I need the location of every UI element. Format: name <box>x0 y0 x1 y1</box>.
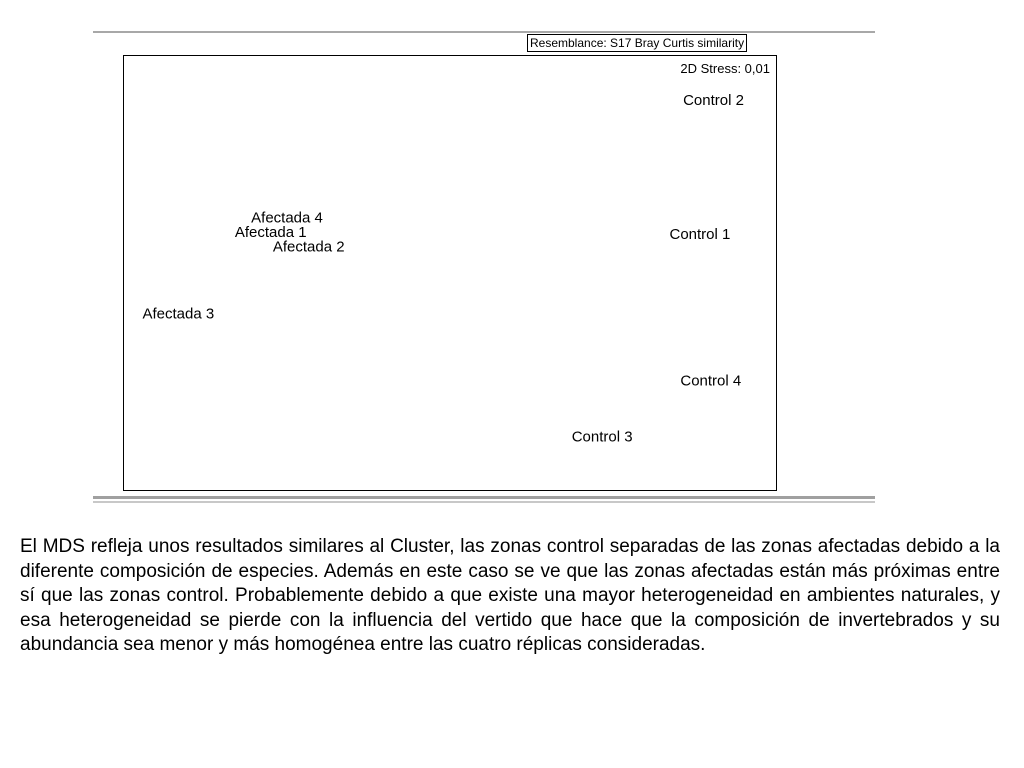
point-label-afectada-2: Afectada 2 <box>272 238 345 256</box>
point-label-control-4: Control 4 <box>680 372 742 390</box>
bottom-rule <box>93 496 875 499</box>
resemblance-label: Resemblance: S17 Bray Curtis similarity <box>527 34 747 52</box>
point-label-control-2: Control 2 <box>683 92 744 110</box>
top-rule <box>93 31 875 33</box>
point-label-afectada-4: Afectada 4 <box>251 209 323 227</box>
point-label-afectada-3: Afectada 3 <box>142 305 215 323</box>
mds-plot-frame <box>123 55 777 491</box>
point-label-control-3: Control 3 <box>571 428 633 446</box>
bottom-rule-secondary <box>93 501 875 503</box>
point-label-control-1: Control 1 <box>669 225 731 243</box>
caption-text: El MDS refleja unos resultados similares al Cluster, las zonas control separadas de las zonas afectadas debido a la diferente composición de especies. Además en este caso se ve que las zonas afectadas están más próximas entre sí que las zonas control. Probablemente debido a que existe una mayor heterogeneidad en ambientes naturales, y esa heterogeneidad se pierde con la influencia del vertido que hace que la composición de invertebrados y su abundancia sea menor y más homogénea entre las cuatro réplicas consideradas. <box>20 536 1000 655</box>
mds-plot <box>124 56 776 490</box>
stress-label: 2D Stress: 0,01 <box>680 61 770 76</box>
point-label-afectada-1: Afectada 1 <box>234 224 307 242</box>
